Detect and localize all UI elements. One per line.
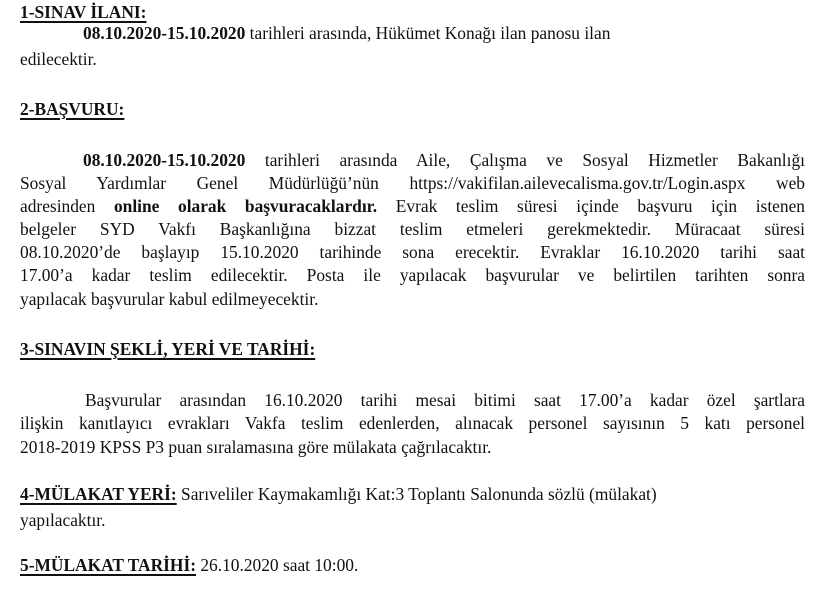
section3-heading: 3-SINAVIN ŞEKLİ, YERİ VE TARİHİ: [20,339,316,359]
section2-l2: Sosyal Yardımlar Genel Müdürlüğü’nün https://vakifilan.ailevecalisma.gov.tr/Login.aspx web [20,173,805,193]
section3-l3: 2018-2019 KPSS P3 puan sıralamasına göre mülakata çağrılacaktır. [20,437,492,457]
section4-heading: 4-MÜLAKAT YERİ: [20,484,177,504]
section1-text-a: tarihleri arasında, Hükümet Konağı ilan panosu ilan [245,23,611,43]
section2-l1-rest: tarihleri arasında Aile, Çalışma ve Sosyal Hizmetler Bakanlığı [245,150,805,170]
section4-line1 [20,483,657,505]
section2-l7: yapılacak başvurular kabul edilmeyecektir. [20,289,319,309]
section1-line1 [83,22,610,44]
section2-l4: belgeler SYD Vakfı Başkanlığına bizzat teslim etmeleri gerekmektedir. Müracaat süresi [20,219,805,239]
section3-heading-line [20,338,315,360]
section3-line3 [20,436,491,458]
section1-line2 [20,48,97,70]
section4-text-b: yapılacaktır. [20,510,106,530]
section4-line2 [20,509,105,531]
section1-heading: 1-SINAV İLANI: [20,2,147,22]
section1-heading-line [20,1,146,23]
section1-dates: 08.10.2020-15.10.2020 [83,23,246,43]
section3-line1 [85,389,805,411]
section3-l1: Başvurular arasından 16.10.2020 tarihi mesai bitimi saat 17.00’a kadar özel şartlara [85,390,805,410]
section2-line2 [20,172,805,194]
section2-dates: 08.10.2020-15.10.2020 [83,150,246,170]
section2-l3-b: Evrak teslim süresi içinde başvuru için istenen [377,196,805,216]
section3-line2 [20,412,805,434]
section4-text-a: Sarıveliler Kaymakamlığı Kat:3 Toplantı Salonunda sözlü (mülakat) [176,484,657,504]
section2-line7 [20,288,318,310]
section1-text-b: edilecektir. [20,49,97,69]
section3-l2: ilişkin kanıtlayıcı evrakları Vakfa teslim edenlerden, alınacak personel sayısının 5 katı personel [20,413,805,433]
section2-line6 [20,264,805,286]
section5-line1 [20,554,358,576]
section2-heading: 2-BAŞVURU: [20,99,125,119]
section2-line1 [83,149,805,171]
section5-text: 26.10.2020 saat 10:00. [196,555,359,575]
section2-l3-bold: online olarak başvuracaklardır. [113,196,378,216]
section5-heading: 5-MÜLAKAT TARİHİ: [20,555,197,575]
section2-line5 [20,241,805,263]
section2-l5: 08.10.2020’de başlayıp 15.10.2020 tarihinde sona erecektir. Evraklar 16.10.2020 tarihi saat [20,242,805,262]
section2-heading-line [20,98,124,120]
section2-l3-a: adresinden [20,196,114,216]
section2-l6: 17.00’a kadar teslim edilecektir. Posta ile yapılacak başvurular ve belirtilen tarihten sonra [20,265,805,285]
section2-line4 [20,218,805,240]
section2-line3 [20,195,805,217]
